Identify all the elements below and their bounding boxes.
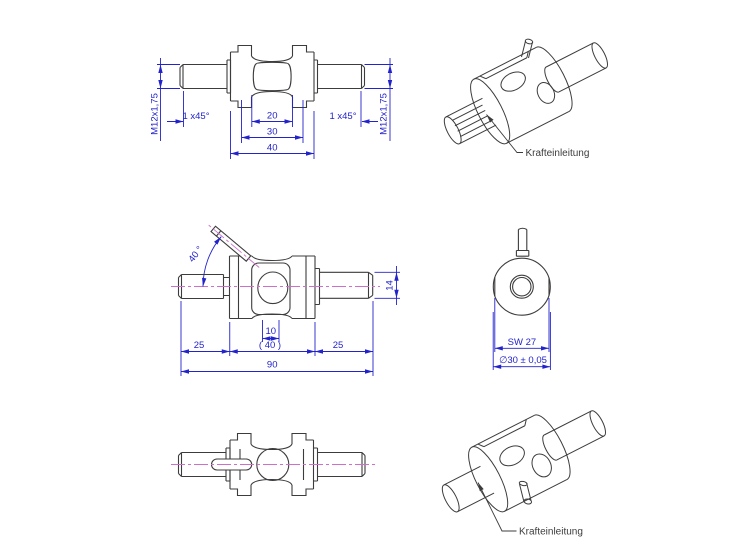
dim-ref-40: ( 40 ) (258, 340, 282, 351)
dim-outer-dia: ∅30 ± 0,05 (499, 355, 547, 367)
dim-left-25: 25 (193, 340, 205, 351)
dim-thread-left: M12x1,75 (149, 93, 161, 135)
dim-hole-10: 10 (265, 326, 277, 337)
dim-thread-right: M12x1,75 (378, 93, 390, 135)
front-view (180, 46, 365, 108)
dim-right-25: 25 (332, 340, 344, 351)
end-view (493, 228, 550, 315)
dim-width-30: 30 (266, 126, 278, 138)
dim-width-40: 40 (266, 142, 278, 154)
leader-label-bottom: Krafteinleitung (519, 526, 583, 538)
dim-width-20: 20 (266, 110, 278, 122)
dim-chamfer-right: 1 x45° (329, 111, 357, 122)
iso-view-top (431, 21, 620, 165)
dim-wrench-sw27: SW 27 (507, 337, 537, 348)
dim-shaft-14: 14 (384, 280, 396, 291)
dim-chamfer-left: 1 x45° (182, 111, 210, 122)
dim-cable-angle: 40 ° (186, 244, 206, 265)
dim-total-90: 90 (266, 359, 278, 371)
side-view (179, 226, 373, 318)
iso-view-bottom (429, 389, 618, 533)
side-view-centerlines (171, 225, 380, 286)
leader-label-top: Krafteinleitung (525, 148, 590, 159)
